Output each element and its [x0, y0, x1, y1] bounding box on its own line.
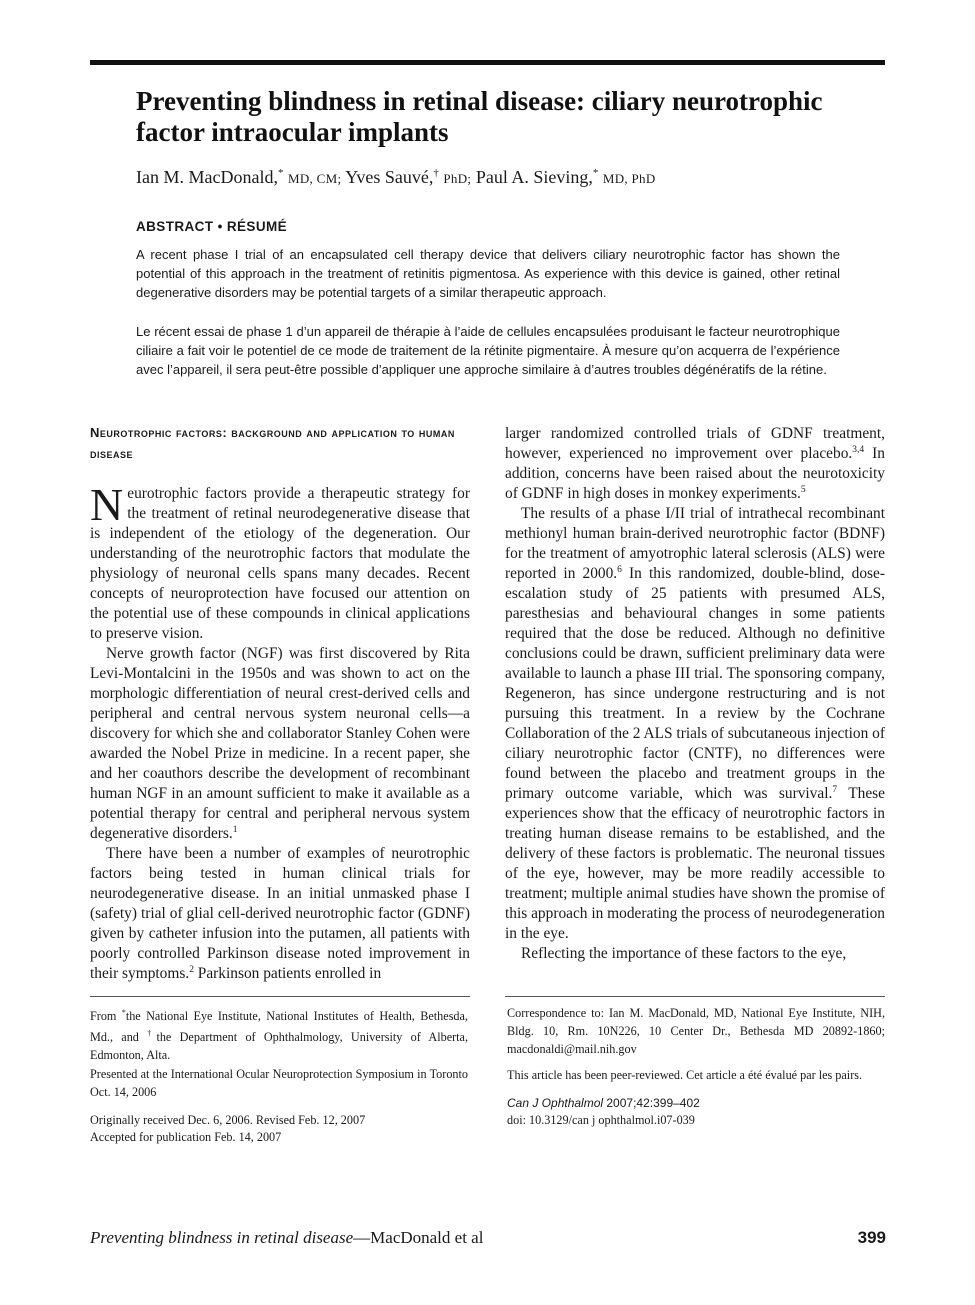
author-name: Yves Sauvé, — [345, 167, 434, 187]
author-degrees: PhD; — [443, 171, 472, 186]
affiliation-mark: * — [592, 167, 599, 179]
reference-mark: 5 — [800, 484, 806, 495]
affiliation-mark: † — [433, 167, 439, 179]
affiliation-mark: * — [121, 1008, 126, 1017]
article-title: Preventing blindness in retinal disease: ciliary neurotrophic factor intraocular implants — [136, 86, 823, 147]
doi-note: doi: 10.3129/can j ophthalmol.i07-039 — [507, 1113, 695, 1127]
body-paragraph — [505, 424, 885, 504]
peer-review-note: This article has been peer-reviewed. Cet article a été évalué par les pairs. — [507, 1068, 863, 1082]
body-column-left — [90, 479, 470, 984]
author-degrees: MD, CM; — [287, 171, 342, 186]
note-text: the National Eye Institute, National Institutes of Health, Bethesda, Md., and — [90, 1009, 468, 1045]
paragraph-text: In addition, concerns have been raised about the neurotoxicity of GDNF in high doses in monkey experiments. — [505, 445, 885, 502]
abstract-french: Le récent essai de phase 1 d’un appareil de thérapie à l’aide de cellules encapsulées produisant le facteur neurotrophique ciliaire a fait voir le potentiel de ce mode de traitement de la rétinite pigmentaire. À mesure qu’on acquerra de l’expérience avec l’appareil, il sera peut-être possible d’appliquer une approche similaire à d’autres troubles dégénératifs de la rétine. — [136, 324, 840, 377]
reference-mark: 6 — [617, 564, 622, 575]
drop-cap: N — [90, 479, 124, 530]
footnote-rule-left — [90, 996, 470, 997]
citation-note — [507, 1094, 885, 1112]
received-note: Originally received Dec. 6, 2006. Revised Feb. 12, 2007 — [90, 1113, 366, 1127]
running-authors: —MacDonald et al — [353, 1228, 484, 1247]
paragraph-text: In this randomized, double-blind, dose-escalation study of 25 patients with presumed ALS, paresthesias and behavioural changes in some patients required that the dose be reduced. Although no definitive conclusions could be drawn, sufficient preliminary data were available to launch a phase III trial. The sponsoring company, Regeneron, has since undergone restructuring and is not pursuing this treatment. In a review by the Cochrane Collaboration of the 2 ALS trials of subcutaneous injection of ciliary neurotrophic factor (CNTF), no differences were found between the placebo and treatment groups in the primary outcome variable, which was survival. — [505, 565, 885, 802]
reference-mark: 3,4 — [852, 444, 865, 455]
paragraph-text: Parkinson patients enrolled in — [193, 965, 382, 982]
note-text: the Department of Ophthalmology, University of Alberta, Edmonton, Alta. — [90, 1030, 469, 1063]
accepted-note: Accepted for publication Feb. 14, 2007 — [90, 1130, 282, 1144]
paragraph-text: The results of a phase I/II trial of intrathecal recombinant methionyl human brain-derived neurotrophic factor (BDNF) for the treatment of amyotrophic lateral sclerosis (ALS) were reported in 2000. — [505, 505, 885, 582]
affiliation-note — [90, 1004, 468, 1064]
abstract-english: A recent phase I trial of an encapsulated cell therapy device that delivers ciliary neurotrophic factor has shown the potential of this approach in the treatment of retinitis pigmentosa. As experience with this device is gained, other retinal degenerative disorders may be potential targets of a similar therapeutic approach. — [136, 247, 840, 300]
paragraph-text: Reflecting the importance of these factors to the eye, — [521, 945, 847, 962]
citation-details: 2007;42:399–402 — [603, 1096, 700, 1110]
running-footer — [90, 1228, 483, 1248]
author-name: Paul A. Sieving, — [475, 167, 593, 187]
author-name: Ian M. MacDonald, — [136, 167, 278, 187]
abstract-heading: ABSTRACT • RÉSUMÉ — [136, 219, 288, 234]
correspondence-note: Correspondence to: Ian M. MacDonald, MD, National Eye Institute, NIH, Bldg. 10, Rm. 10N226, 10 Center Dr., Bethesda MD 20892-1860; macdonaldi@mail.nih.gov — [507, 1006, 885, 1056]
author-list — [136, 161, 876, 191]
paragraph-text: There have been a number of examples of neurotrophic factors being tested in human clinical trials for neurodegenerative disease. In an initial unmasked phase I (safety) trial of glial cell-derived neurotrophic factor (GDNF) given by catheter infusion into the putamen, all patients with poorly controlled Parkinson disease noted improvement in their symptoms. — [90, 845, 470, 982]
paragraph-text: These experiences show that the efficacy of neurotrophic factors in treating human disease remains to be established, and the delivery of these factors is problematic. The neuronal tissues of the eye, however, may be more readily accessible to treatment; multiple animal studies have shown the promise of this approach in moderating the process of neurodegeneration in the eye. — [505, 785, 885, 942]
reference-mark: 1 — [232, 824, 238, 835]
paragraph-text: Nerve growth factor (NGF) was first discovered by Rita Levi-Montalcini in the 1950s and was shown to act on the morphologic differentiation of neural crest-derived cells and peripheral and central nervous system neuronal cells—a discovery for which she and collaborator Stanley Cohen were awarded the Nobel Prize in medicine. In a recent paper, she and her coauthors describe the development of recombinant human NGF in an amount sufficient to make it available as a potential therapy for central and peripheral nervous system degenerative disorders. — [90, 645, 470, 842]
reference-mark: 7 — [832, 784, 838, 795]
reference-mark: 2 — [189, 964, 194, 975]
affiliation-mark: † — [147, 1029, 157, 1039]
paragraph-text: larger randomized controlled trials of GDNF treatment, however, experienced no improvement over placebo. — [505, 425, 885, 462]
body-paragraph — [90, 479, 470, 644]
top-rule — [90, 60, 885, 65]
section-heading: Neurotrophic factors: background and application to human disease — [90, 425, 455, 461]
page-number: 399 — [857, 1228, 886, 1247]
journal-name: Can J Ophthalmol — [507, 1096, 604, 1110]
author-degrees: MD, PhD — [602, 171, 656, 186]
body-paragraph — [505, 504, 885, 944]
affiliation-mark: * — [277, 167, 284, 179]
body-paragraph — [505, 944, 885, 964]
body-column-right — [505, 424, 885, 964]
running-title: Preventing blindness in retinal disease — [90, 1228, 354, 1247]
footnote-rule-right — [505, 996, 885, 997]
paragraph-text: eurotrophic factors provide a therapeutic strategy for the treatment of retinal neurodegenerative disease that is independent of the etiology of the degeneration. Our understanding of the neurotrophic factors that modulate the physiology of neuronal cells spans many decades. Recent concepts of neuroprotection have focused our attention on the potential use of these compounds in clinical applications to preserve vision. — [90, 485, 470, 642]
body-paragraph — [90, 844, 470, 984]
presented-note: Presented at the International Ocular Neuroprotection Symposium in Toronto Oct. 14, 2006 — [90, 1067, 468, 1099]
body-paragraph — [90, 644, 470, 844]
note-text: From — [90, 1009, 122, 1024]
